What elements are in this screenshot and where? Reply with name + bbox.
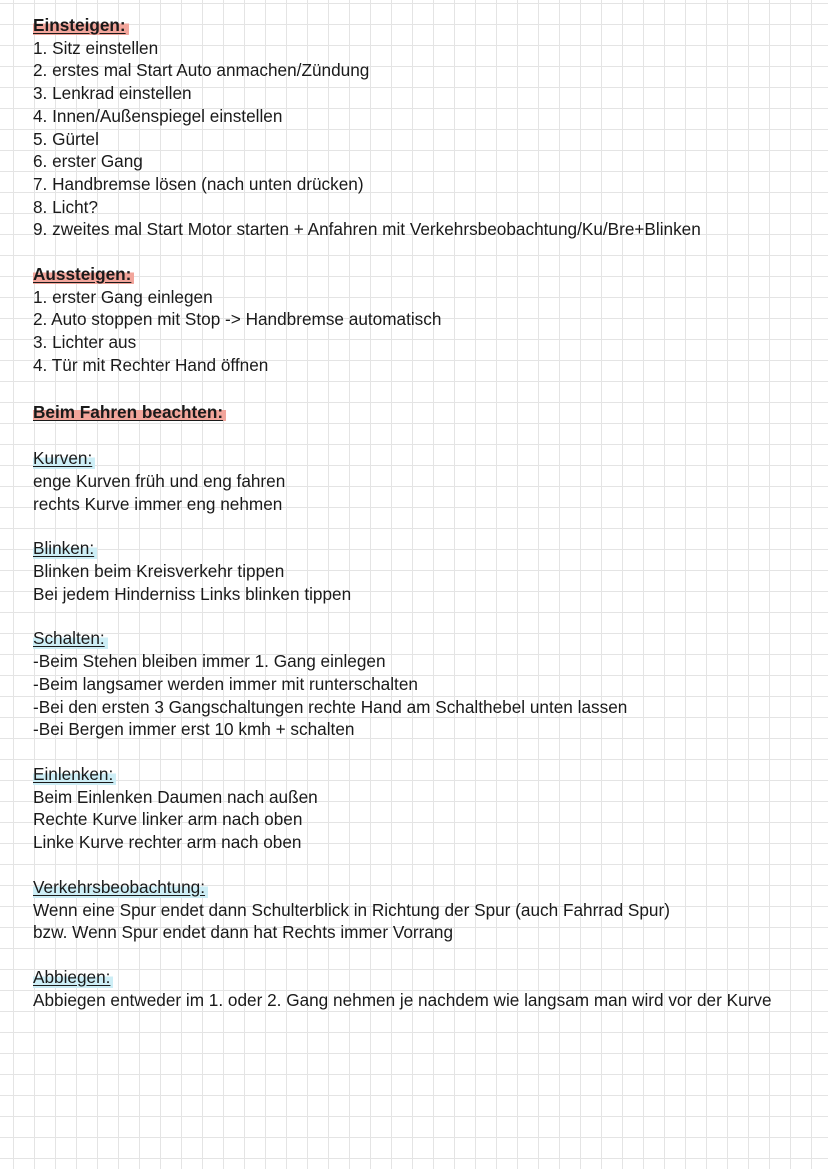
list-item: 1. Sitz einstellen bbox=[33, 37, 159, 58]
list-item: -Bei den ersten 3 Gangschaltungen rechte Hand am Schalthebel unten lassen bbox=[33, 696, 628, 717]
subheading-schalten: Schalten: bbox=[33, 627, 108, 650]
subheading-blinken: Blinken: bbox=[33, 537, 97, 560]
section-kurven bbox=[33, 447, 813, 515]
list-item: 4. Tür mit Rechter Hand öffnen bbox=[33, 354, 269, 375]
paragraph: Abbiegen entweder im 1. oder 2. Gang nehmen je nachdem wie langsam man wird vor der Kurve bbox=[33, 989, 772, 1010]
list-item: Bei jedem Hinderniss Links blinken tippen bbox=[33, 583, 352, 604]
list-item: 8. Licht? bbox=[33, 196, 98, 217]
section-blinken bbox=[33, 537, 813, 605]
list-item: Rechte Kurve linker arm nach oben bbox=[33, 809, 303, 830]
list-item: 6. erster Gang bbox=[33, 151, 143, 172]
list-item: Wenn eine Spur endet dann Schulterblick in Richtung der Spur (auch Fahrrad Spur) bbox=[33, 899, 670, 920]
section-einlenken bbox=[33, 763, 813, 854]
section-abbiegen bbox=[33, 966, 813, 1011]
list-item: -Beim Stehen bleiben immer 1. Gang einlegen bbox=[33, 651, 386, 672]
list-item: 2. Auto stoppen mit Stop -> Handbremse automatisch bbox=[33, 309, 442, 330]
list-item: rechts Kurve immer eng nehmen bbox=[33, 493, 283, 514]
subheading-verkehrsbeobachtung: Verkehrsbeobachtung: bbox=[33, 876, 208, 899]
list-item: Beim Einlenken Daumen nach außen bbox=[33, 786, 318, 807]
list-item: -Bei Bergen immer erst 10 kmh + schalten bbox=[33, 719, 355, 740]
note-page bbox=[33, 14, 813, 1011]
list-item: 5. Gürtel bbox=[33, 128, 99, 149]
list-item: 2. erstes mal Start Auto anmachen/Zündung bbox=[33, 60, 370, 81]
section-einsteigen bbox=[33, 14, 813, 241]
list-item: 3. Lichter aus bbox=[33, 332, 137, 353]
list-item: bzw. Wenn Spur endet dann hat Rechts immer Vorrang bbox=[33, 922, 454, 943]
heading-beim-fahren: Beim Fahren beachten: bbox=[33, 401, 226, 424]
subheading-einlenken: Einlenken: bbox=[33, 763, 116, 786]
list-item: -Beim langsamer werden immer mit runterschalten bbox=[33, 673, 418, 694]
section-schalten bbox=[33, 627, 813, 741]
list-item: Blinken beim Kreisverkehr tippen bbox=[33, 561, 285, 582]
list-item: enge Kurven früh und eng fahren bbox=[33, 470, 286, 491]
list-item: 3. Lenkrad einstellen bbox=[33, 83, 192, 104]
list-item: 1. erster Gang einlegen bbox=[33, 286, 213, 307]
list-item: 7. Handbremse lösen (nach unten drücken) bbox=[33, 173, 364, 194]
heading-aussteigen: Aussteigen: bbox=[33, 263, 134, 286]
subheading-kurven: Kurven: bbox=[33, 447, 95, 470]
section-aussteigen bbox=[33, 263, 813, 377]
subheading-abbiegen: Abbiegen: bbox=[33, 966, 113, 989]
list-item: Linke Kurve rechter arm nach oben bbox=[33, 832, 302, 853]
heading-einsteigen: Einsteigen: bbox=[33, 14, 129, 37]
section-beim-fahren bbox=[33, 401, 813, 424]
list-item: 4. Innen/Außenspiegel einstellen bbox=[33, 105, 283, 126]
list-item: 9. zweites mal Start Motor starten + Anfahren mit Verkehrsbeobachtung/Ku/Bre+Blinken bbox=[33, 219, 701, 240]
section-verkehrsbeobachtung bbox=[33, 876, 813, 944]
